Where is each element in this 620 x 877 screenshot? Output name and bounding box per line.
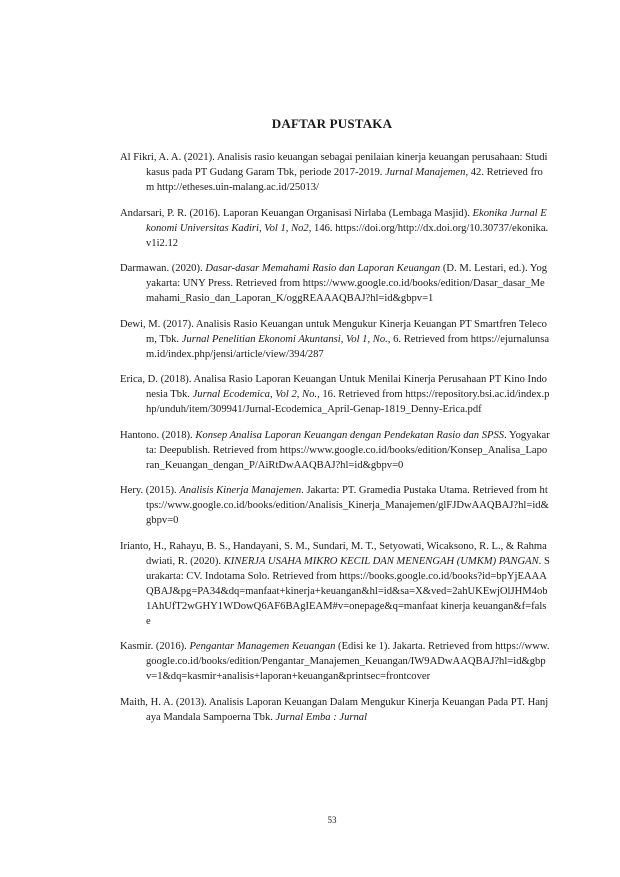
- reference-text: , 42. Retrieved from http://etheses.uin-malang.ac.id/25013/: [146, 167, 543, 193]
- reference-entry: [120, 483, 550, 528]
- reference-source-title: Ekonika Jurnal Ekonomi Universitas Kadiri, Vol 1, No2: [146, 207, 547, 234]
- page-number: 53: [327, 815, 337, 825]
- reference-text: (Edisi ke 1). Jakarta. Retrieved from https://www.google.co.id/books/edition/Pengantar_Manajemen_Keuangan/IW9ADwAAQBAJ?hl=id&gbpv=1&dq=kasmir+analisis+laporan+keuangan&printsec=frontcover: [146, 641, 550, 682]
- reference-text: Hantono. (2018).: [120, 429, 196, 441]
- reference-text: Dewi, M. (2017). Analisis Rasio Keuangan untuk Mengukur Kinerja Keuangan PT Smartfren Telecom, Tbk.: [120, 318, 547, 345]
- reference-text: . Jakarta: PT. Gramedia Pustaka Utama. Retrieved from https://www.google.co.id/books/edition/Analisis_Kinerja_Manajemen/glFJDwAAQBAJ?hl=id&gbpv=0: [146, 485, 549, 526]
- reference-source-title: Analisis Kinerja Manajemen: [179, 485, 302, 496]
- reference-text: , 6. Retrieved from https://ejurnalunsam.id/index.php/jensi/article/view/394/287: [146, 333, 550, 360]
- reference-text: Andarsari, P. R. (2016). Laporan Keuangan Organisasi Nirlaba (Lembaga Masjid).: [120, 207, 473, 219]
- reference-text: , 16. Retrieved from https://repository.bsi.ac.id/index.php/unduh/item/309941/Jurnal-Ecodemica_April-Genap-1819_Denny-Erica.pdf: [146, 389, 550, 415]
- reference-text: (D. M. Lestari, ed.). Yogyakarta: UNY Press. Retrieved from https://www.google.co.id/books/edition/Dasar_dasar_Memahami_Rasio_dan_Laporan_K/oggREAAAQBAJ?hl=id&gbpv=1: [146, 263, 548, 304]
- reference-entry: [120, 639, 550, 684]
- reference-list: [120, 150, 550, 735]
- reference-source-title: KINERJA USAHA MIKRO KECIL DAN MENENGAH (UMKM) PANGAN: [223, 555, 539, 567]
- page-title: DAFTAR PUSTAKA: [271, 116, 393, 131]
- reference-source-title: Konsep Analisa Laporan Keuangan dengan Pendekatan Rasio dan SPSS: [195, 429, 505, 441]
- reference-text: Darmawan. (2020).: [120, 263, 206, 274]
- reference-entry: [120, 206, 550, 251]
- reference-source-title: Jurnal Ecodemica, Vol 2, No.: [192, 389, 318, 400]
- reference-entry: [120, 428, 550, 473]
- reference-entry: [120, 317, 550, 362]
- reference-text: Irianto, H., Rahayu, B. S., Handayani, S. M., Sundari, M. T., Setyowati, Wicaksono, R. L., & Rahmadwiati, R. (2020).: [120, 540, 547, 567]
- reference-entry: [120, 695, 550, 725]
- reference-text: . Yogyakarta: Deepublish. Retrieved from https://www.google.co.id/books/edition/Konsep_Analisa_Laporan_Keuangan_dengan_P/AiRtDwAAQBAJ?hl=id&gbpv=0: [146, 429, 550, 471]
- reference-text: Maith, H. A. (2013). Analisis Laporan Keuangan Dalam Mengukur Kinerja Keuangan Pada PT. Hanjaya Mandala Sampoerna Tbk.: [120, 696, 549, 723]
- reference-text: . Surakarta: CV. Indotama Solo. Retrieved from https://books.google.co.id/books?id=bpYjEAAAQBAJ&pg=PA34&dq=manfaat+kinerja+keuangan&hl=id&sa=X&ved=2ahUKEwjOlJHM4ob1AhUfT2wGHY1WDowQ6AF6BAgIEAM#v=onepage&q=manfaat kinerja keuangan&f=false: [146, 555, 550, 627]
- reference-text: Hery. (2015).: [120, 485, 180, 496]
- reference-entry: [120, 372, 550, 417]
- reference-entry: [120, 261, 550, 306]
- reference-source-title: Jurnal Emba : Jurnal: [275, 711, 368, 723]
- reference-text: , 146. https://doi.org/http://dx.doi.org/10.30737/ekonika.v1i2.12: [146, 222, 549, 249]
- reference-text: Kasmir. (2016).: [120, 641, 190, 652]
- reference-entry: [120, 150, 550, 195]
- reference-source-title: Jurnal Manajemen: [385, 167, 466, 178]
- reference-text: Al Fikri, A. A. (2021). Analisis rasio keuangan sebagai penilaian kinerja keuangan perusahaan: Studi kasus pada PT Gudang Garam Tbk, periode 2017-2019.: [120, 152, 548, 178]
- reference-source-title: Pengantar Managemen Keuangan: [189, 641, 336, 652]
- reference-text: Erica, D. (2018). Analisa Rasio Laporan Keuangan Untuk Menilai Kinerja Perusahaan PT Kino Indonesia Tbk.: [120, 374, 547, 400]
- reference-source-title: Dasar-dasar Memahami Rasio dan Laporan Keuangan: [205, 263, 441, 274]
- reference-source-title: Jurnal Penelitian Ekonomi Akuntansi, Vol 1, No.: [181, 333, 388, 345]
- reference-entry: [120, 539, 550, 629]
